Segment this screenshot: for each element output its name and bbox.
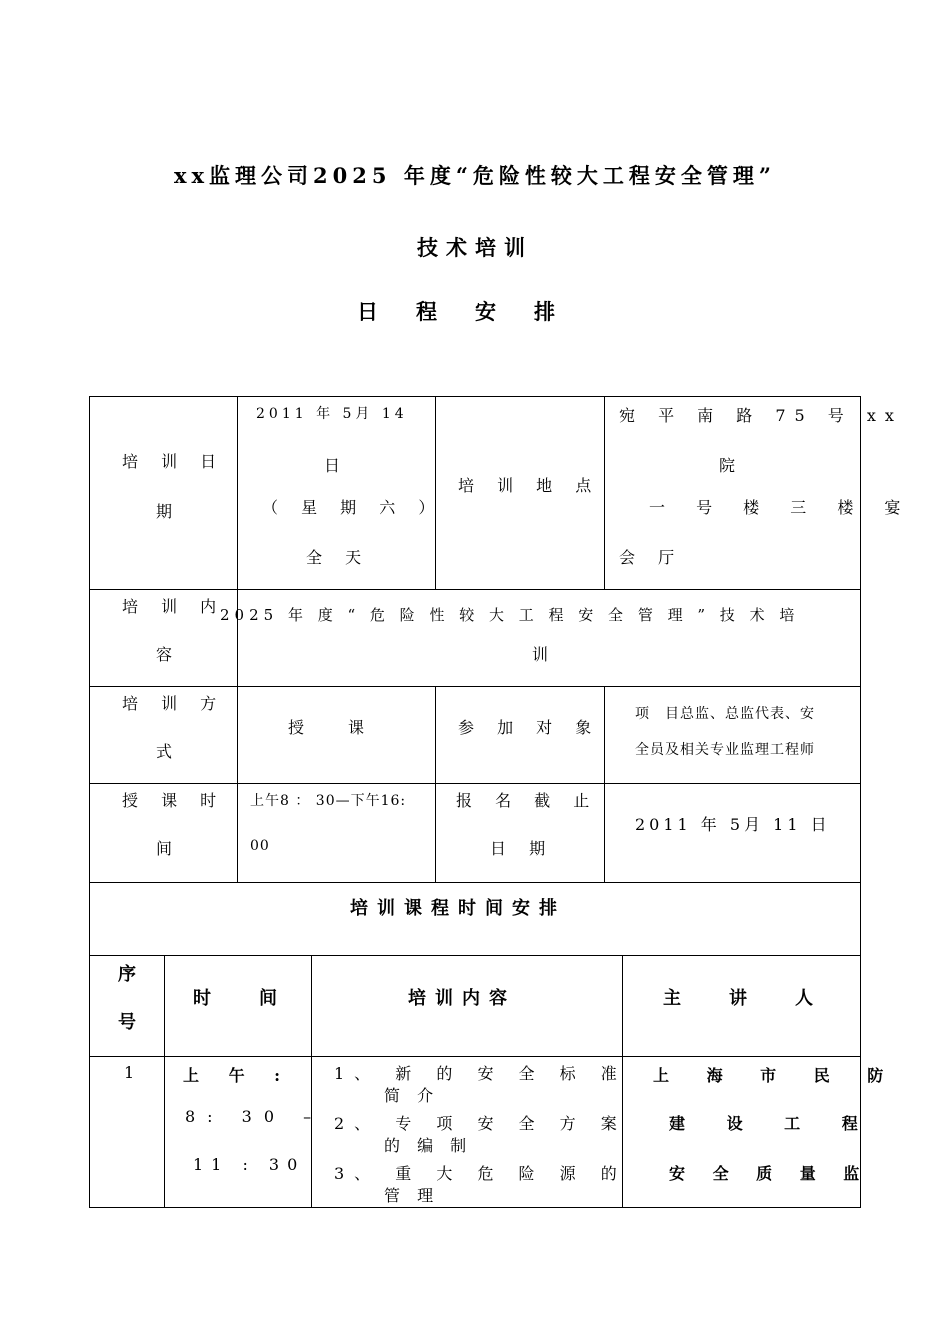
content-value-cell bbox=[220, 590, 861, 687]
content-label: 培 训 内 bbox=[122, 597, 226, 616]
place-value: 一 号 楼 三 楼 宴 bbox=[649, 498, 914, 517]
date-value: 全 天 bbox=[306, 548, 371, 567]
content-label-cell bbox=[90, 590, 238, 687]
row-speaker-cell bbox=[623, 1057, 900, 1208]
row-time: 8: 30 – bbox=[185, 1107, 324, 1126]
header-speaker: 主 讲 人 bbox=[663, 988, 817, 1009]
place-label: 培 训 地 点 bbox=[458, 476, 601, 495]
method-label: 培 训 方 bbox=[122, 694, 226, 713]
audience-value-cell bbox=[605, 687, 861, 784]
place-label-cell bbox=[436, 397, 605, 590]
time-value-cell bbox=[238, 784, 436, 883]
date-value: 日 bbox=[324, 456, 350, 475]
row-speaker: 安 全 质 量 监 bbox=[669, 1164, 871, 1183]
method-label: 式 bbox=[156, 742, 182, 761]
schedule-heading-cell bbox=[90, 882, 861, 956]
header-no: 号 bbox=[118, 1012, 145, 1033]
row-time-cell bbox=[165, 1057, 324, 1208]
date-value-cell bbox=[238, 397, 444, 590]
time-label: 授 课 时 bbox=[122, 791, 226, 810]
time-label: 间 bbox=[156, 839, 182, 858]
deadline-value: 2011 年 5月 11 日 bbox=[635, 815, 831, 834]
method-value-cell bbox=[238, 687, 436, 784]
header-speaker-cell bbox=[623, 956, 861, 1057]
info-table bbox=[89, 396, 914, 883]
row-no-cell bbox=[90, 1057, 165, 1208]
schedule-table bbox=[89, 882, 900, 1208]
document-heading: 日程安排 bbox=[357, 299, 593, 324]
row-time: 上 午 : bbox=[183, 1066, 293, 1085]
place-value: 宛 平 南 路 75 号 xx bbox=[619, 406, 903, 425]
schedule-heading: 培训课程时间安排 bbox=[350, 898, 566, 919]
place-value: 院 bbox=[719, 456, 745, 475]
place-value: 会 厅 bbox=[619, 548, 684, 567]
header-no: 序 bbox=[118, 964, 145, 985]
document-title: xx监理公司2025 年度“危险性较大工程安全管理” bbox=[174, 163, 776, 188]
deadline-label: 报 名 截 止 bbox=[456, 791, 599, 810]
row-no: 1 bbox=[124, 1063, 144, 1082]
date-label: 培 训 日 bbox=[122, 452, 226, 471]
date-value: 2011 年 5月 14 bbox=[256, 406, 408, 422]
method-label-cell bbox=[90, 687, 238, 784]
place-value-cell bbox=[605, 397, 914, 590]
row-content: 简 介 bbox=[384, 1086, 440, 1105]
date-label: 期 bbox=[156, 502, 182, 521]
deadline-label: 日 期 bbox=[490, 839, 555, 858]
header-no-cell bbox=[90, 956, 165, 1057]
time-label-cell bbox=[90, 784, 238, 883]
audience-label-cell bbox=[436, 687, 605, 784]
time-value: 上午8 ： 30—下午16: bbox=[250, 793, 407, 809]
audience-label: 参 加 对 象 bbox=[458, 718, 601, 737]
date-label-cell bbox=[90, 397, 238, 590]
header-time-cell bbox=[165, 956, 312, 1057]
time-value: 00 bbox=[250, 838, 270, 854]
audience-value: 全员及相关专业监理工程师 bbox=[635, 742, 815, 758]
row-time: 11 : 30 bbox=[193, 1155, 306, 1174]
content-value: 训 bbox=[532, 645, 558, 664]
header-content: 培训内容 bbox=[408, 988, 516, 1009]
row-content: 1、 新 的 安 全 标 准 bbox=[334, 1064, 627, 1083]
row-content-cell bbox=[312, 1057, 627, 1208]
date-value: （ 星 期 六 ） bbox=[262, 498, 444, 517]
row-speaker: 建 设 工 程 bbox=[669, 1114, 876, 1133]
row-content: 的 编 制 bbox=[384, 1136, 473, 1155]
header-time: 时 间 bbox=[193, 988, 281, 1009]
row-speaker: 上 海 市 民 防 bbox=[653, 1066, 900, 1085]
deadline-label-cell bbox=[436, 784, 605, 883]
content-value: 2025 年 度 “ 危 险 性 较 大 工 程 安 全 管 理 ” 技 术 培 bbox=[220, 606, 800, 624]
document-subtitle: 技术培训 bbox=[417, 235, 533, 260]
row-content: 3、 重 大 危 险 源 的 bbox=[334, 1164, 627, 1183]
method-value: 授 课 bbox=[288, 718, 369, 737]
deadline-value-cell bbox=[605, 784, 861, 883]
content-label: 容 bbox=[156, 645, 182, 664]
header-content-cell bbox=[312, 956, 623, 1057]
audience-value: 项 目总监、总监代表、安 bbox=[635, 706, 815, 722]
row-content: 2、 专 项 安 全 方 案 bbox=[334, 1114, 627, 1133]
row-content: 管 理 bbox=[384, 1186, 440, 1205]
